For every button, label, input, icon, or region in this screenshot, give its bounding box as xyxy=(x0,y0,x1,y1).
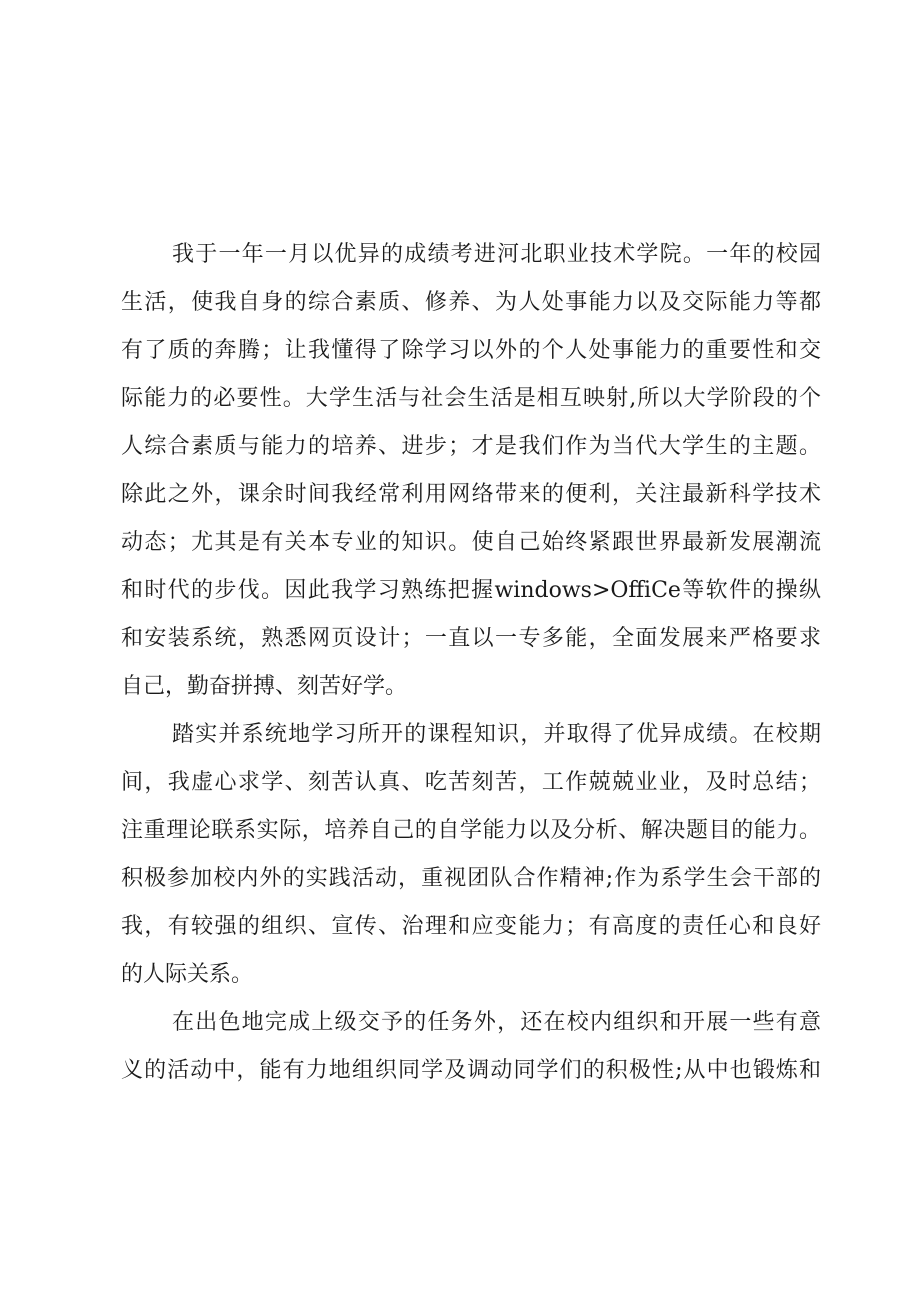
paragraph-1-line-5: 人综合素质与能力的培养、进步；才是我们作为当代大学生的主题。 xyxy=(121,434,821,459)
paragraph-2-line-3: 注重理论联系实际，培养自己的自学能力以及分析、解决题目的能力。 xyxy=(121,818,821,843)
paragraph-1-line-1: 我于一年一月以优异的成绩考进河北职业技术学院。一年的校园 xyxy=(172,242,821,267)
paragraph-2-line-6: 的人际关系。 xyxy=(121,962,254,987)
paragraph-1-line-4: 际能力的必要性。大学生活与社会生活是相互映射,所以大学阶段的个 xyxy=(121,386,821,411)
paragraph-2-line-4: 积极参加校内外的实践活动，重视团队合作精神;作为系学生会干部的 xyxy=(121,866,821,891)
paragraph-1-line-2: 生活，使我自身的综合素质、修养、为人处事能力以及交际能力等都 xyxy=(121,290,821,315)
paragraph-1-line-3: 有了质的奔腾；让我懂得了除学习以外的个人处事能力的重要性和交 xyxy=(121,338,821,363)
paragraph-1-line-8: 和时代的步伐。因此我学习熟练把握windows>OffiCe等软件的操纵 xyxy=(121,578,821,603)
paragraph-1-line-6: 除此之外，课余时间我经常利用网络带来的便利，关注最新科学技术 xyxy=(121,482,821,507)
paragraph-2-line-1: 踏实并系统地学习所开的课程知识，并取得了优异成绩。在校期 xyxy=(172,722,821,747)
paragraph-2-line-2: 间，我虚心求学、刻苦认真、吃苦刻苦，工作兢兢业业，及时总结； xyxy=(121,770,821,795)
paragraph-3-line-1: 在出色地完成上级交予的任务外，还在校内组织和开展一些有意 xyxy=(172,1010,821,1035)
paragraph-1-line-10: 自己，勤奋拼搏、刻苦好学。 xyxy=(121,674,408,699)
paragraph-1-line-7: 动态；尤其是有关本专业的知识。使自己始终紧跟世界最新发展潮流 xyxy=(121,530,821,555)
paragraph-1-line-9: 和安装系统，熟悉网页设计；一直以一专多能，全面发展来严格要求 xyxy=(121,626,821,651)
paragraph-3-line-2: 义的活动中，能有力地组织同学及调动同学们的积极性;从中也锻炼和 xyxy=(121,1058,821,1083)
paragraph-2-line-5: 我，有较强的组织、宣传、治理和应变能力；有高度的责任心和良好 xyxy=(121,914,821,939)
